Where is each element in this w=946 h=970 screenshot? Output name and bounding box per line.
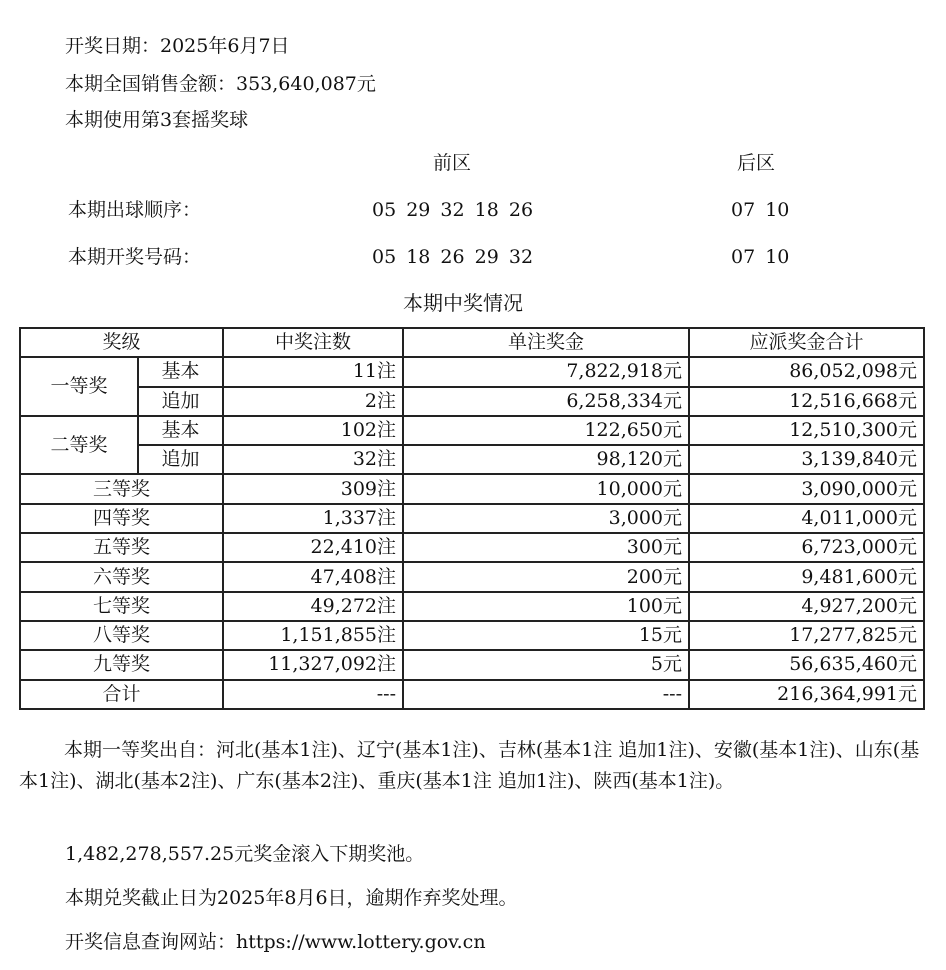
winning-numbers-front: 05 18 26 29 32 xyxy=(372,246,534,268)
column-header: 单注奖金 xyxy=(403,328,689,357)
draw-order-front: 05 29 32 18 26 xyxy=(372,199,534,221)
prize-level: 五等奖 xyxy=(20,533,223,562)
unit-prize: 15元 xyxy=(403,621,689,650)
prize-sublevel: 追加 xyxy=(138,387,223,416)
winner-count: 47,408注 xyxy=(223,562,403,591)
prize-table-title: 本期中奖情况 xyxy=(403,291,523,315)
unit-prize: 100元 xyxy=(403,592,689,621)
unit-prize: 7,822,918元 xyxy=(403,357,689,386)
prize-level: 九等奖 xyxy=(20,650,223,679)
winner-count: 1,337注 xyxy=(223,504,403,533)
prize-level: 三等奖 xyxy=(20,474,223,503)
winner-count: 11,327,092注 xyxy=(223,650,403,679)
winning-numbers-back: 07 10 xyxy=(731,246,790,268)
prize-level: 四等奖 xyxy=(20,504,223,533)
website-info: 开奖信息查询网站：https://www.lottery.gov.cn xyxy=(65,931,486,953)
winning-numbers-label: 本期开奖号码： xyxy=(68,246,202,268)
claim-deadline: 本期兑奖截止日为2025年8月6日，逾期作弃奖处理。 xyxy=(65,887,518,909)
winner-count: 102注 xyxy=(223,416,403,445)
table-header-row xyxy=(20,328,924,357)
prize-level: 七等奖 xyxy=(20,592,223,621)
total-prize: 4,011,000元 xyxy=(689,504,924,533)
total-prize: 56,635,460元 xyxy=(689,650,924,679)
unit-prize: --- xyxy=(403,680,689,709)
unit-prize: 10,000元 xyxy=(403,474,689,503)
winner-count: 1,151,855注 xyxy=(223,621,403,650)
prize-sublevel: 基本 xyxy=(138,357,223,386)
winner-count: 2注 xyxy=(223,387,403,416)
table-row xyxy=(20,504,924,533)
table-total-row xyxy=(20,680,924,709)
total-prize: 4,927,200元 xyxy=(689,592,924,621)
total-prize: 3,090,000元 xyxy=(689,474,924,503)
winner-count: 309注 xyxy=(223,474,403,503)
unit-prize: 122,650元 xyxy=(403,416,689,445)
winner-count: 49,272注 xyxy=(223,592,403,621)
draw-order-back: 07 10 xyxy=(731,199,790,221)
total-prize: 9,481,600元 xyxy=(689,562,924,591)
draw-order-label: 本期出球顺序： xyxy=(68,199,202,221)
prize-level: 合计 xyxy=(20,680,223,709)
table-row xyxy=(20,562,924,591)
table-row xyxy=(20,650,924,679)
table-row xyxy=(20,416,924,445)
table-row xyxy=(20,533,924,562)
unit-prize: 6,258,334元 xyxy=(403,387,689,416)
table-row xyxy=(20,592,924,621)
prize-sublevel: 基本 xyxy=(138,416,223,445)
unit-prize: 98,120元 xyxy=(403,445,689,474)
total-prize: 3,139,840元 xyxy=(689,445,924,474)
prize-level: 二等奖 xyxy=(20,416,138,475)
total-prize: 6,723,000元 xyxy=(689,533,924,562)
front-zone-label: 前区 xyxy=(433,152,472,174)
unit-prize: 300元 xyxy=(403,533,689,562)
column-header: 奖级 xyxy=(20,328,223,357)
prize-level: 六等奖 xyxy=(20,562,223,591)
total-prize: 86,052,098元 xyxy=(689,357,924,386)
winner-count: 32注 xyxy=(223,445,403,474)
table-row xyxy=(20,621,924,650)
unit-prize: 200元 xyxy=(403,562,689,591)
table-row xyxy=(20,387,924,416)
winner-count: 11注 xyxy=(223,357,403,386)
first-prize-origin: 本期一等奖出自：河北(基本1注)、辽宁(基本1注)、吉林(基本1注 追加1注)、安徽(基本1注)、山东(基本1注)、湖北(基本2注)、广东(基本2注)、重庆(基本1注 追加1注)、陕西(基本1注)。 xyxy=(19,739,920,792)
draw-date: 开奖日期：2025年6月7日 xyxy=(65,35,290,57)
total-prize: 12,510,300元 xyxy=(689,416,924,445)
total-prize: 17,277,825元 xyxy=(689,621,924,650)
column-header: 应派奖金合计 xyxy=(689,328,924,357)
total-prize: 216,364,991元 xyxy=(689,680,924,709)
ball-set: 本期使用第3套摇奖球 xyxy=(65,109,249,131)
table-row xyxy=(20,474,924,503)
rollover-note: 1,482,278,557.25元奖金滚入下期奖池。 xyxy=(65,843,425,865)
prize-sublevel: 追加 xyxy=(138,445,223,474)
sales-amount: 本期全国销售金额：353,640,087元 xyxy=(65,73,376,95)
prize-level: 一等奖 xyxy=(20,357,138,416)
prize-table xyxy=(19,327,925,710)
unit-prize: 5元 xyxy=(403,650,689,679)
table-row xyxy=(20,357,924,386)
column-header: 中奖注数 xyxy=(223,328,403,357)
back-zone-label: 后区 xyxy=(737,152,776,174)
prize-level: 八等奖 xyxy=(20,621,223,650)
unit-prize: 3,000元 xyxy=(403,504,689,533)
total-prize: 12,516,668元 xyxy=(689,387,924,416)
winner-count: 22,410注 xyxy=(223,533,403,562)
winner-count: --- xyxy=(223,680,403,709)
table-row xyxy=(20,445,924,474)
